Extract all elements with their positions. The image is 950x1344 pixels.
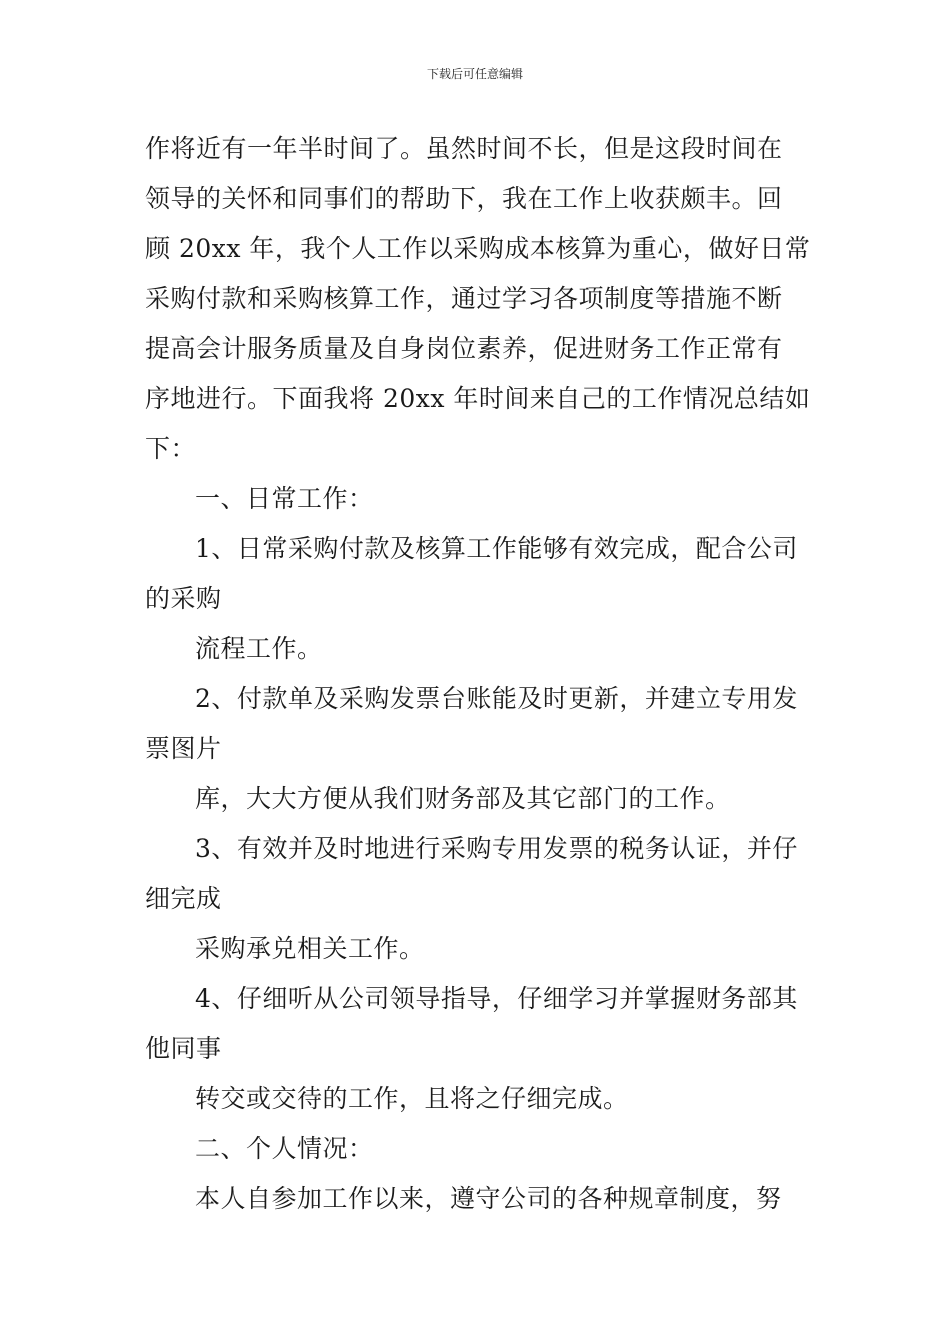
text-line: 领导的关怀和同事们的帮助下，我在工作上收获颇丰。回 xyxy=(145,184,783,213)
section-heading-personal: 二、个人情况： xyxy=(195,1134,374,1163)
text-line: 的采购 xyxy=(145,584,222,613)
text-line: 顾 20xx 年，我个人工作以采购成本核算为重心，做好日常 xyxy=(145,234,811,263)
text-line: 1、日常采购付款及核算工作能够有效完成，配合公司 xyxy=(195,534,798,563)
text-line: 他同事 xyxy=(145,1034,222,1063)
text-line: 流程工作。 xyxy=(195,634,323,663)
text-line: 提高会计服务质量及自身岗位素养，促进财务工作正常有 xyxy=(145,334,783,363)
text-line: 本人自参加工作以来，遵守公司的各种规章制度，努 xyxy=(195,1184,782,1213)
section-heading-daily-work: 一、日常工作： xyxy=(195,484,374,513)
text-line: 2、付款单及采购发票台账能及时更新，并建立专用发 xyxy=(195,684,798,713)
text-line: 票图片 xyxy=(145,734,222,763)
text-line: 转交或交待的工作，且将之仔细完成。 xyxy=(195,1084,629,1113)
text-line: 3、有效并及时地进行采购专用发票的税务认证，并仔 xyxy=(195,834,798,863)
document-body xyxy=(145,124,811,1224)
page-header: 下载后可任意编辑 xyxy=(426,67,523,81)
text-line: 4、仔细听从公司领导指导，仔细学习并掌握财务部其 xyxy=(195,984,798,1013)
text-line: 细完成 xyxy=(145,884,222,913)
text-line: 采购承兑相关工作。 xyxy=(195,934,425,963)
text-line: 库，大大方便从我们财务部及其它部门的工作。 xyxy=(195,784,731,813)
text-line: 作将近有一年半时间了。虽然时间不长，但是这段时间在 xyxy=(145,134,783,163)
text-line: 采购付款和采购核算工作，通过学习各项制度等措施不断 xyxy=(145,284,783,313)
text-line: 下： xyxy=(145,434,197,463)
text-line: 序地进行。下面我将 20xx 年时间来自己的工作情况总结如 xyxy=(145,384,811,413)
